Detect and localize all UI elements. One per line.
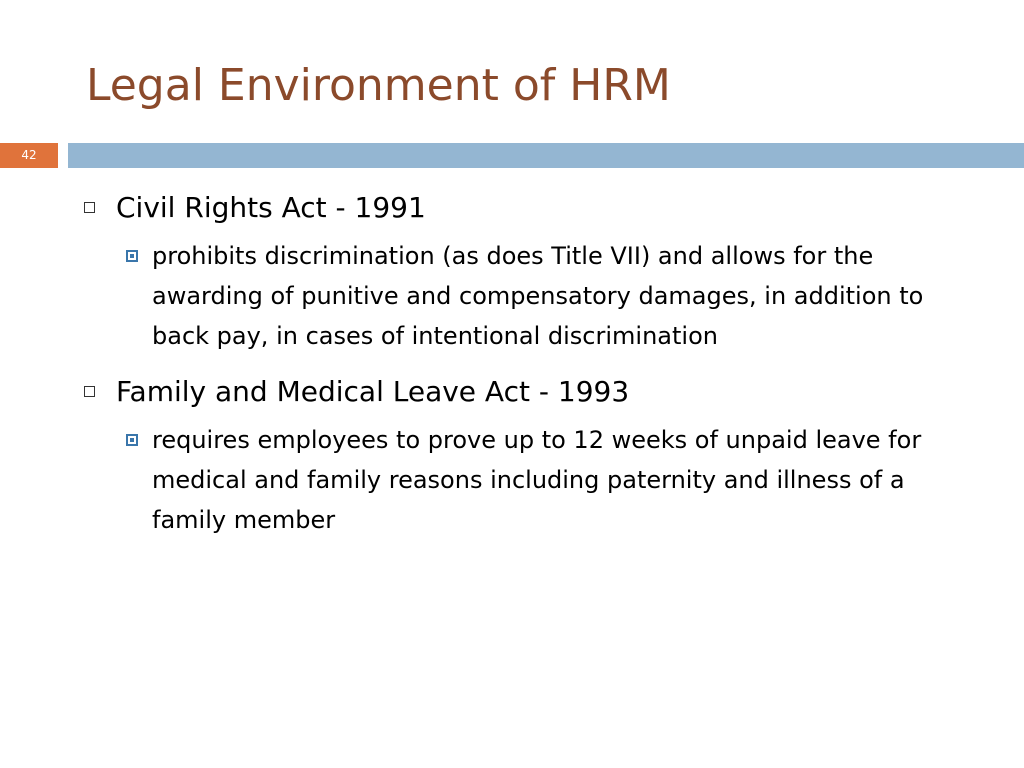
bullet-heading: Family and Medical Leave Act - 1993 [116,375,630,408]
bullet-civil-rights-act [84,186,984,230]
sub-bullet-fmla-detail [116,420,972,540]
slide-title: Legal Environment of HRM [86,60,671,111]
hollow-square-bullet-icon [84,202,95,213]
square-bullet-icon [126,250,138,262]
sub-bullet-text: requires employees to prove up to 12 weeks of unpaid leave for medical and family reasons including paternity and illness of a family member [152,426,922,534]
bullet-heading: Civil Rights Act - 1991 [116,191,426,224]
hollow-square-bullet-icon [84,386,95,397]
slide-content [84,186,984,540]
sub-bullet-text: prohibits discrimination (as does Title VII) and allows for the awarding of punitive and compensatory damages, in addition to back pay, in cases of intentional discrimination [152,242,924,350]
slide-number: 42 [0,143,58,168]
bullet-family-medical-leave-act [84,370,984,414]
sub-bullet-civil-rights-detail [116,236,972,356]
title-divider-bar [68,143,1024,168]
square-bullet-icon [126,434,138,446]
